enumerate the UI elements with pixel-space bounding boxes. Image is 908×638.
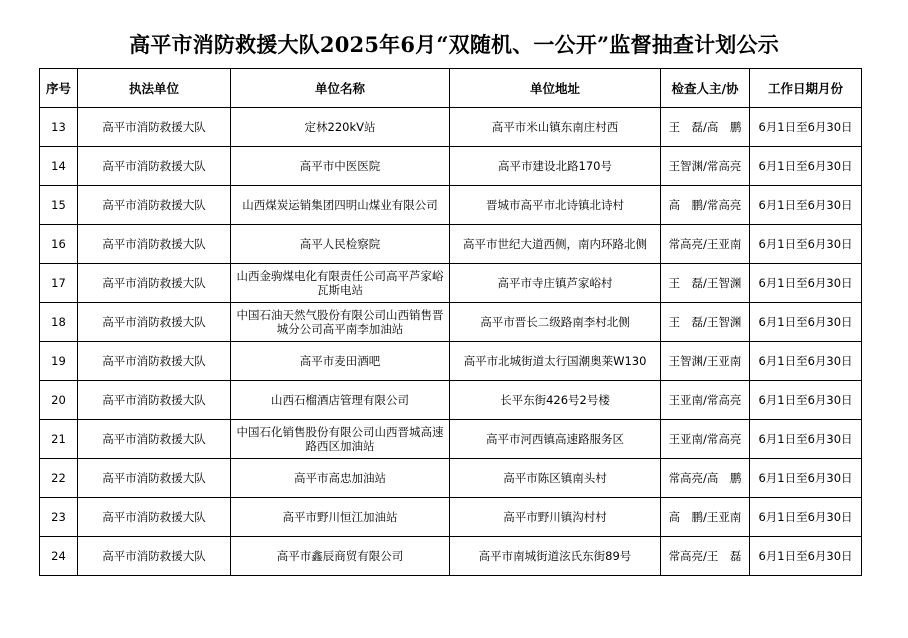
cell-inspectors: 王 磊/王智渊 xyxy=(661,303,750,342)
cell-seq: 21 xyxy=(40,420,78,459)
cell-unit-name: 高平市野川恒江加油站 xyxy=(231,498,450,537)
inspection-plan-table xyxy=(39,68,862,576)
cell-seq: 13 xyxy=(40,108,78,147)
cell-work-date: 6月1日至6月30日 xyxy=(750,186,862,225)
cell-inspectors: 常高亮/高 鹏 xyxy=(661,459,750,498)
cell-unit-name: 山西金驹煤电化有限责任公司高平芦家峪瓦斯电站 xyxy=(231,264,450,303)
cell-work-date: 6月1日至6月30日 xyxy=(750,537,862,576)
cell-unit-address: 高平市建设北路170号 xyxy=(450,147,661,186)
cell-unit-name: 高平人民检察院 xyxy=(231,225,450,264)
cell-seq: 23 xyxy=(40,498,78,537)
cell-unit-address: 高平市河西镇高速路服务区 xyxy=(450,420,661,459)
cell-seq: 22 xyxy=(40,459,78,498)
cell-unit-name: 山西石榴酒店管理有限公司 xyxy=(231,381,450,420)
header-seq: 序号 xyxy=(40,69,78,108)
table-row xyxy=(40,108,862,147)
cell-work-date: 6月1日至6月30日 xyxy=(750,108,862,147)
cell-inspectors: 王亚南/常高亮 xyxy=(661,420,750,459)
cell-inspectors: 高 鹏/王亚南 xyxy=(661,498,750,537)
cell-enforcement-unit: 高平市消防救援大队 xyxy=(78,264,231,303)
cell-inspectors: 王 磊/王智渊 xyxy=(661,264,750,303)
cell-unit-name: 高平市麦田酒吧 xyxy=(231,342,450,381)
cell-enforcement-unit: 高平市消防救援大队 xyxy=(78,303,231,342)
cell-work-date: 6月1日至6月30日 xyxy=(750,342,862,381)
cell-unit-address: 高平市米山镇东南庄村西 xyxy=(450,108,661,147)
cell-work-date: 6月1日至6月30日 xyxy=(750,459,862,498)
cell-seq: 24 xyxy=(40,537,78,576)
cell-enforcement-unit: 高平市消防救援大队 xyxy=(78,147,231,186)
header-inspectors: 检查人主/协 xyxy=(661,69,750,108)
cell-seq: 16 xyxy=(40,225,78,264)
cell-enforcement-unit: 高平市消防救援大队 xyxy=(78,420,231,459)
cell-unit-name: 中国石油天然气股份有限公司山西销售晋城分公司高平南李加油站 xyxy=(231,303,450,342)
header-unit-name: 单位名称 xyxy=(231,69,450,108)
cell-enforcement-unit: 高平市消防救援大队 xyxy=(78,498,231,537)
cell-unit-name: 定林220kV站 xyxy=(231,108,450,147)
page-title: 高平市消防救援大队2025年6月“双随机、一公开”监督抽查计划公示 xyxy=(129,32,779,57)
cell-inspectors: 常高亮/王 磊 xyxy=(661,537,750,576)
cell-seq: 19 xyxy=(40,342,78,381)
cell-enforcement-unit: 高平市消防救援大队 xyxy=(78,381,231,420)
cell-work-date: 6月1日至6月30日 xyxy=(750,498,862,537)
cell-unit-address: 高平市陈区镇南头村 xyxy=(450,459,661,498)
table-row xyxy=(40,537,862,576)
cell-unit-address: 高平市野川镇沟村村 xyxy=(450,498,661,537)
cell-work-date: 6月1日至6月30日 xyxy=(750,225,862,264)
cell-work-date: 6月1日至6月30日 xyxy=(750,420,862,459)
table-row xyxy=(40,264,862,303)
cell-unit-address: 高平市南城街道泫氏东街89号 xyxy=(450,537,661,576)
cell-work-date: 6月1日至6月30日 xyxy=(750,264,862,303)
cell-unit-name: 高平市鑫辰商贸有限公司 xyxy=(231,537,450,576)
cell-unit-address: 高平市晋长二级路南李村北侧 xyxy=(450,303,661,342)
cell-unit-address: 高平市北城街道太行国潮奥莱W130 xyxy=(450,342,661,381)
table-row xyxy=(40,147,862,186)
cell-seq: 17 xyxy=(40,264,78,303)
cell-inspectors: 王智渊/常高亮 xyxy=(661,147,750,186)
table-row xyxy=(40,303,862,342)
cell-unit-name: 高平市高忠加油站 xyxy=(231,459,450,498)
cell-inspectors: 王 磊/高 鹏 xyxy=(661,108,750,147)
table-row xyxy=(40,498,862,537)
cell-enforcement-unit: 高平市消防救援大队 xyxy=(78,537,231,576)
table-row xyxy=(40,186,862,225)
cell-work-date: 6月1日至6月30日 xyxy=(750,147,862,186)
cell-seq: 15 xyxy=(40,186,78,225)
cell-enforcement-unit: 高平市消防救援大队 xyxy=(78,342,231,381)
table-row xyxy=(40,381,862,420)
cell-enforcement-unit: 高平市消防救援大队 xyxy=(78,108,231,147)
cell-inspectors: 高 鹏/常高亮 xyxy=(661,186,750,225)
cell-seq: 18 xyxy=(40,303,78,342)
cell-enforcement-unit: 高平市消防救援大队 xyxy=(78,225,231,264)
table-header-row xyxy=(40,69,862,108)
table-row xyxy=(40,459,862,498)
cell-work-date: 6月1日至6月30日 xyxy=(750,303,862,342)
cell-unit-address: 晋城市高平市北诗镇北诗村 xyxy=(450,186,661,225)
cell-inspectors: 常高亮/王亚南 xyxy=(661,225,750,264)
cell-unit-name: 高平市中医医院 xyxy=(231,147,450,186)
header-enforcement-unit: 执法单位 xyxy=(78,69,231,108)
cell-unit-address: 高平市寺庄镇芦家峪村 xyxy=(450,264,661,303)
cell-unit-address: 高平市世纪大道西侧，南内环路北侧 xyxy=(450,225,661,264)
table-row xyxy=(40,420,862,459)
cell-inspectors: 王智渊/王亚南 xyxy=(661,342,750,381)
cell-unit-name: 山西煤炭运销集团四明山煤业有限公司 xyxy=(231,186,450,225)
cell-inspectors: 王亚南/常高亮 xyxy=(661,381,750,420)
cell-seq: 14 xyxy=(40,147,78,186)
cell-enforcement-unit: 高平市消防救援大队 xyxy=(78,459,231,498)
cell-unit-address: 长平东街426号2号楼 xyxy=(450,381,661,420)
header-work-date: 工作日期月份 xyxy=(750,69,862,108)
table-row xyxy=(40,225,862,264)
cell-unit-name: 中国石化销售股份有限公司山西晋城高速路西区加油站 xyxy=(231,420,450,459)
cell-enforcement-unit: 高平市消防救援大队 xyxy=(78,186,231,225)
table-row xyxy=(40,342,862,381)
cell-work-date: 6月1日至6月30日 xyxy=(750,381,862,420)
cell-seq: 20 xyxy=(40,381,78,420)
header-unit-address: 单位地址 xyxy=(450,69,661,108)
